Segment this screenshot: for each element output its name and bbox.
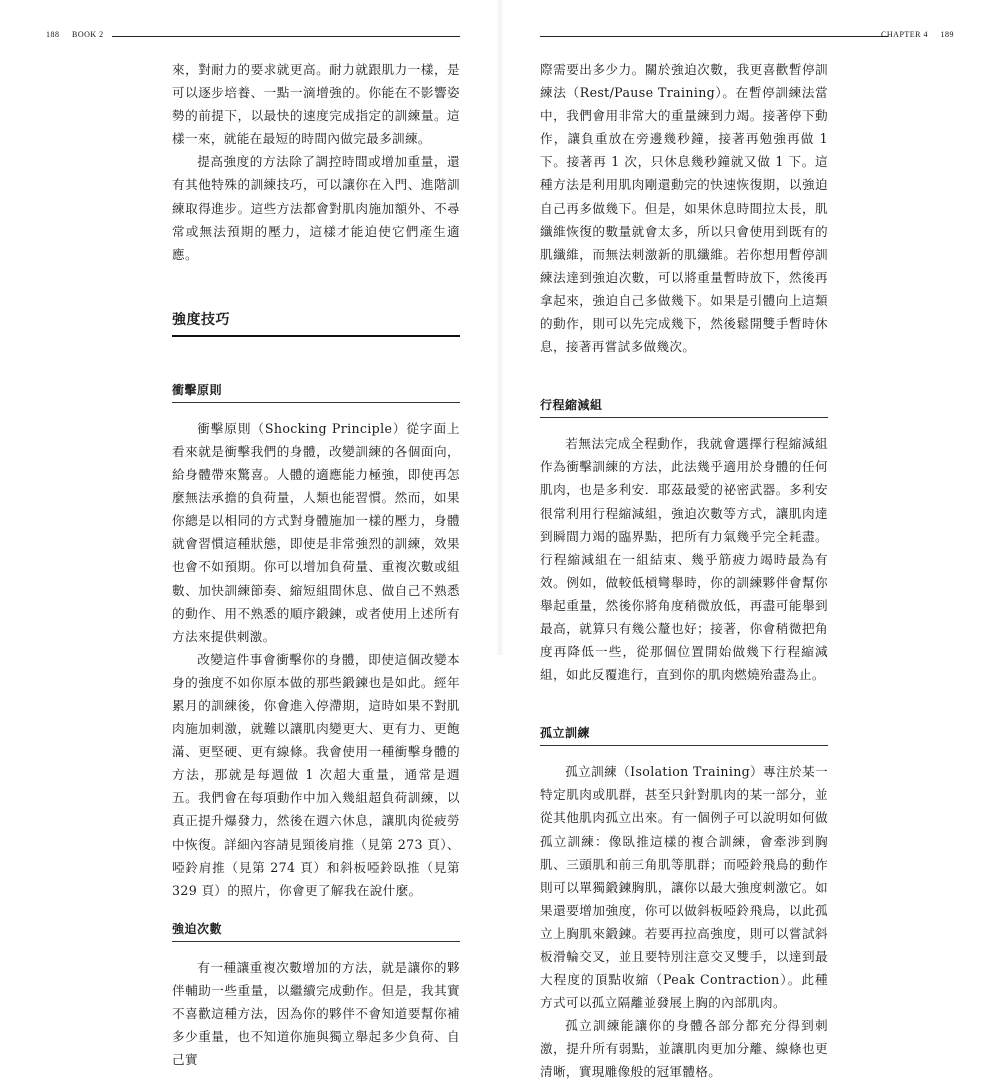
left-running-head (46, 30, 460, 42)
right-running-head (540, 30, 954, 42)
left-text-column (172, 58, 460, 1071)
header-rule-right (540, 36, 888, 37)
right-page (500, 0, 1000, 1080)
body-paragraph: 提高強度的方法除了調控時間或增加重量，還有其他特殊的訓練技巧，可以讓你在入門、進階訓練取得進步。這些方法都會對肌肉施加額外、不尋常或無法預期的壓力，這樣才能迫使它們產生適應。 (172, 154, 460, 262)
book-label: BOOK 2 (72, 30, 104, 39)
section-heading-intensity-techniques: 強度技巧 (172, 310, 460, 337)
page-number-left: 188 (46, 30, 60, 39)
body-paragraph: 來，對耐力的要求就更高。耐力就跟肌力一樣，是可以逐步培養、一點一滴增強的。你能在不影響姿勢的前提下，以最快的速度完成指定的訓練量。這樣一來，就能在最短的時間內做完最多訓練。 (172, 62, 460, 147)
page-number-right: 189 (940, 30, 954, 39)
body-paragraph: 衝擊原則（Shocking Principle）從字面上看來就是衝擊我們的身體，改變訓練的各個面向，給身體帶來驚喜。人體的適應能力極強，即使再怎麼無法承擔的負荷量，人類也能習慣。然而，如果你總是以相同的方式對身體施加一樣的壓力，身體就會習慣這種狀態，即使是非常強烈的訓練，效果也會不如預期。你可以增加負荷量、重複次數或組數、加快訓練節奏、縮短組間休息、做自己不熟悉的動作、用不熟悉的順序鍛鍊，或者使用上述所有方法來提供刺激。 (172, 420, 460, 644)
chapter-label: CHAPTER 4 (881, 30, 928, 39)
body-paragraph: 際需要出多少力。關於強迫次數，我更喜歡暫停訓練法（Rest/Pause Training）。在暫停訓練法當中，我們會用非常大的重量練到力竭。接著停下動作，讓負重放在旁邊幾秒鐘，接著再勉強再做 1 下。接著再 1 次，只休息幾秒鐘就又做 1 下。這種方法是利用肌肉剛還動完的快速恢復期，以強迫自己再多做幾下。但是，如果休息時間拉太長，肌纖維恢復的數量就會太多，所以只會使用到既有的肌纖維，而無法刺激新的肌纖維。若你想用暫停訓練法達到強迫次數，可以將重量暫時放下，然後再拿起來，強迫自己多做幾下。如果是引體向上這類的動作，則可以先完成幾下，然後鬆開雙手暫時休息，接著再嘗試多做幾次。 (540, 62, 828, 355)
subheading-shocking-principle: 衝擊原則 (172, 381, 460, 403)
subheading-forced-reps: 強迫次數 (172, 920, 460, 942)
body-paragraph: 若無法完成全程動作，我就會選擇行程縮減組作為衝擊訓練的方法，此法幾乎適用於身體的任何肌肉，也是多利安．耶茲最愛的祕密武器。多利安很常利用行程縮減組，強迫次數等方式，讓肌肉達到瞬間力竭的臨界點，把所有力氣幾乎完全耗盡。行程縮減組在一組結束、幾乎筋疲力竭時最為有效。例如，做較低槓彎舉時，你的訓練夥伴會幫你舉起重量，然後你將角度稍微放低，再盡可能舉到最高，就算只有幾公釐也好；接著，你會稍微把角度再降低一些，從那個位置開始做幾下行程縮減組，如此反覆進行，直到你的肌肉燃燒殆盡為止。 (540, 436, 828, 683)
body-paragraph: 孤立訓練能讓你的身體各部分都充分得到刺激，提升所有弱點，並讓肌肉更加分離、線條也更清晰，實現雕像般的冠軍體格。 (540, 1018, 828, 1080)
body-paragraph: 改變這件事會衝擊你的身體，即使這個改變本身的強度不如你原本做的那些鍛鍊也是如此。經年累月的訓練後，你會進入停滯期，這時如果不對肌肉施加刺激，就難以讓肌肉變更大、更有力、更飽滿、更堅硬、更有線條。我會使用一種衝擊身體的方法，那就是每週做 1 次超大重量，通常是週五。我們會在每項動作中加入幾組超負荷訓練，以真正提升爆發力，然後在週六休息，讓肌肉從疲勞中恢復。詳細內容請見頸後肩推（見第 273 頁）、啞鈴肩推（見第 274 頁）和斜板啞鈴臥推（見第 329 頁）的照片，你會更了解我在說什麼。 (172, 651, 460, 898)
subheading-stripping-method: 行程縮減組 (540, 396, 828, 418)
body-paragraph: 有一種讓重複次數增加的方法，就是讓你的夥伴輔助一些重量，以繼續完成動作。但是，我其實不喜歡這種方法，因為你的夥伴不會知道要幫你補多少重量，也不知道你施與獨立舉起多少負荷、自己實 (172, 959, 460, 1068)
body-paragraph: 孤立訓練（Isolation Training）專注於某一特定肌肉或肌群，甚至只針對肌肉的某一部分，並從其他肌肉孤立出來。有一個例子可以說明如何做孤立訓練：像臥推這樣的複合訓練，會牽涉到胸肌、三頭肌和前三角肌等肌群；而啞鈴飛鳥的動作則可以單獨鍛鍊胸肌，讓你以最大強度刺激它。如果還要增加強度，你可以做斜板啞鈴飛鳥，以此孤立上胸肌來鍛鍊。若要再拉高強度，則可以嘗試斜板滑輪交叉，並且要特別注意交叉雙手，以達到最大程度的頂點收縮（Peak Contraction）。此種方式可以孤立隔離並發展上胸的內部肌肉。 (540, 764, 828, 1011)
left-page (0, 0, 500, 1068)
subheading-isolation-training: 孤立訓練 (540, 724, 828, 746)
right-text-column (540, 58, 828, 1084)
header-rule-left (112, 36, 460, 37)
